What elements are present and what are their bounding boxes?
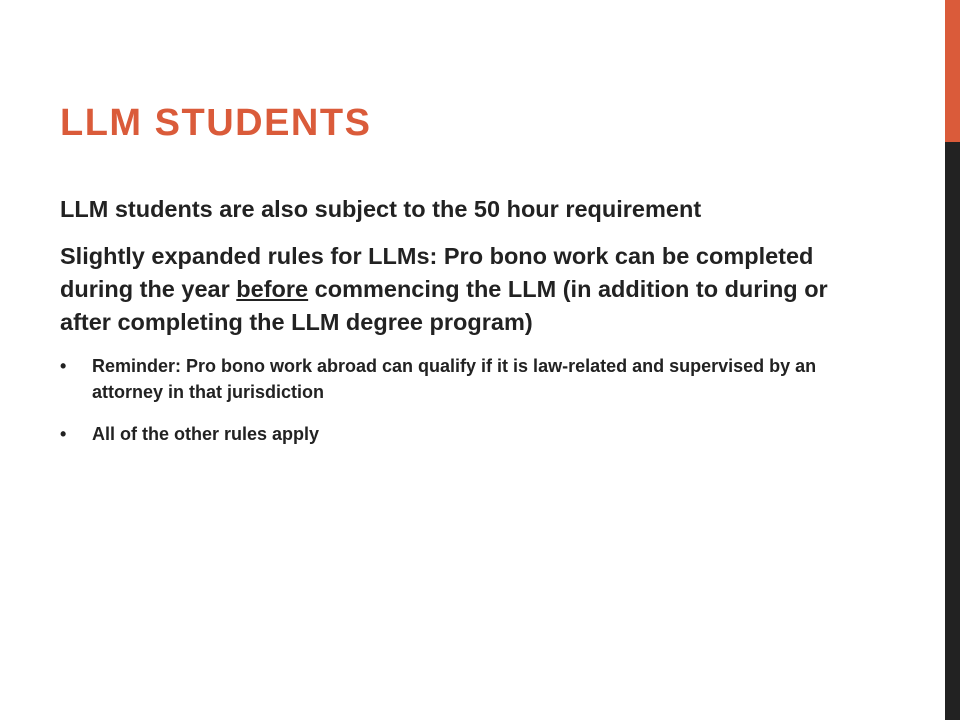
- bullet-text: Reminder: Pro bono work abroad can qualify if it is law-related and supervised by an attorney in that jurisdiction: [92, 356, 817, 402]
- bullet-text: All of the other rules apply: [92, 424, 320, 444]
- paragraph-requirement: LLM students are also subject to the 50 hour requirement: [60, 196, 702, 222]
- paragraph-expanded-rules: [60, 240, 860, 339]
- slide-body: [60, 193, 860, 463]
- underlined-word: before: [236, 276, 309, 302]
- paragraph-text-start: Slightly expanded rules for LLMs: Pro bono work can be completed during the year: [60, 243, 814, 302]
- slide-title: LLM STUDENTS: [60, 102, 372, 144]
- side-bar: [945, 142, 960, 720]
- bullet-item: [60, 421, 860, 447]
- bullet-dot: •: [60, 424, 67, 444]
- bullet-list: [60, 353, 860, 447]
- bullet-item: [60, 353, 860, 405]
- bullet-dot: •: [60, 356, 67, 376]
- accent-bar: [945, 0, 960, 142]
- paragraph-text-end: commencing the LLM (in addition to during or after completing the LLM degree program): [60, 276, 828, 335]
